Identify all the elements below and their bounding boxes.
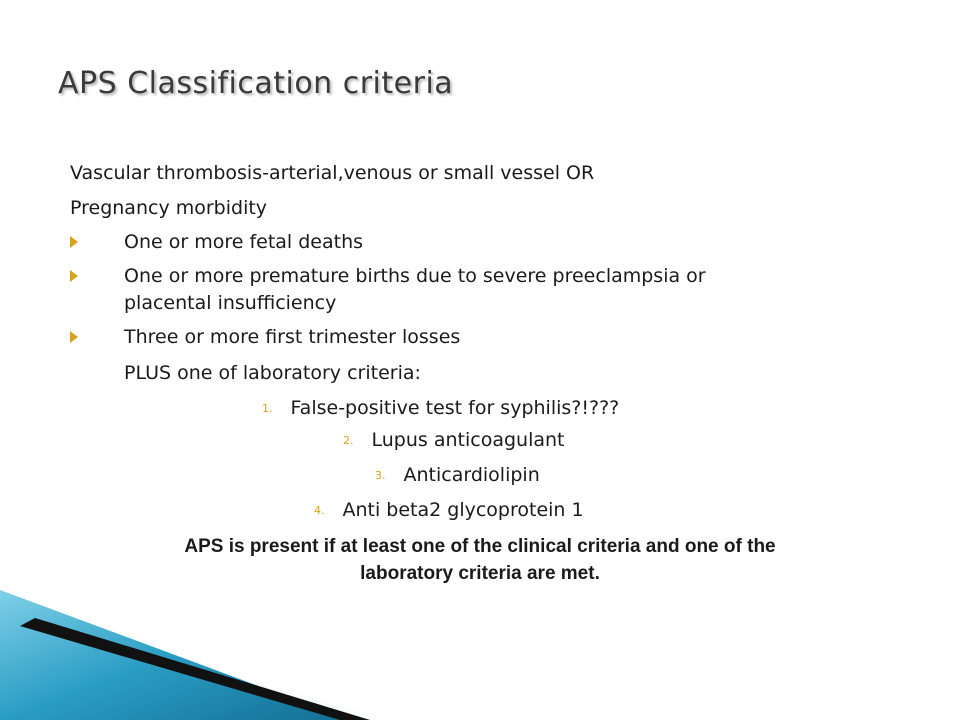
arrow-bullet-icon (70, 270, 78, 282)
lab-criterion-text: Anti beta2 glycoprotein 1 (342, 499, 584, 521)
bullet-text: Three or more first trimester losses (124, 326, 461, 348)
lab-criterion-text: Anticardiolipin (403, 464, 540, 486)
slide-title: APS Classification criteria (58, 66, 454, 101)
lab-criterion-text: Lupus anticoagulant (371, 429, 565, 451)
clinical-vascular-text: Vascular thrombosis-arterial,venous or small vessel OR (70, 162, 595, 184)
lab-criterion-item (262, 396, 619, 421)
list-number: 4. (314, 504, 325, 517)
conclusion-line: APS is present if at least one of the clinical criteria and one of the (184, 536, 776, 557)
list-number: 2. (343, 434, 354, 447)
list-number: 1. (262, 402, 273, 415)
list-number: 3. (375, 469, 386, 482)
plus-lab-criteria-text: PLUS one of laboratory criteria: (124, 362, 421, 384)
bullet-text-continuation: placental insufficiency (124, 292, 337, 314)
clinical-pregnancy-text: Pregnancy morbidity (70, 197, 268, 219)
lab-criterion-text: False-positive test for syphilis?!??? (290, 397, 620, 419)
lab-criterion-item (375, 463, 540, 488)
conclusion-statement (0, 533, 960, 587)
lab-criterion-item (343, 428, 564, 453)
arrow-bullet-icon (70, 236, 78, 248)
lab-criterion-item (314, 498, 584, 523)
bullet-text: One or more fetal deaths (124, 231, 364, 253)
corner-decoration (0, 590, 400, 720)
conclusion-line: laboratory criteria are met. (360, 563, 600, 584)
bullet-text: One or more premature births due to severe preeclampsia or (124, 265, 706, 287)
arrow-bullet-icon (70, 331, 78, 343)
